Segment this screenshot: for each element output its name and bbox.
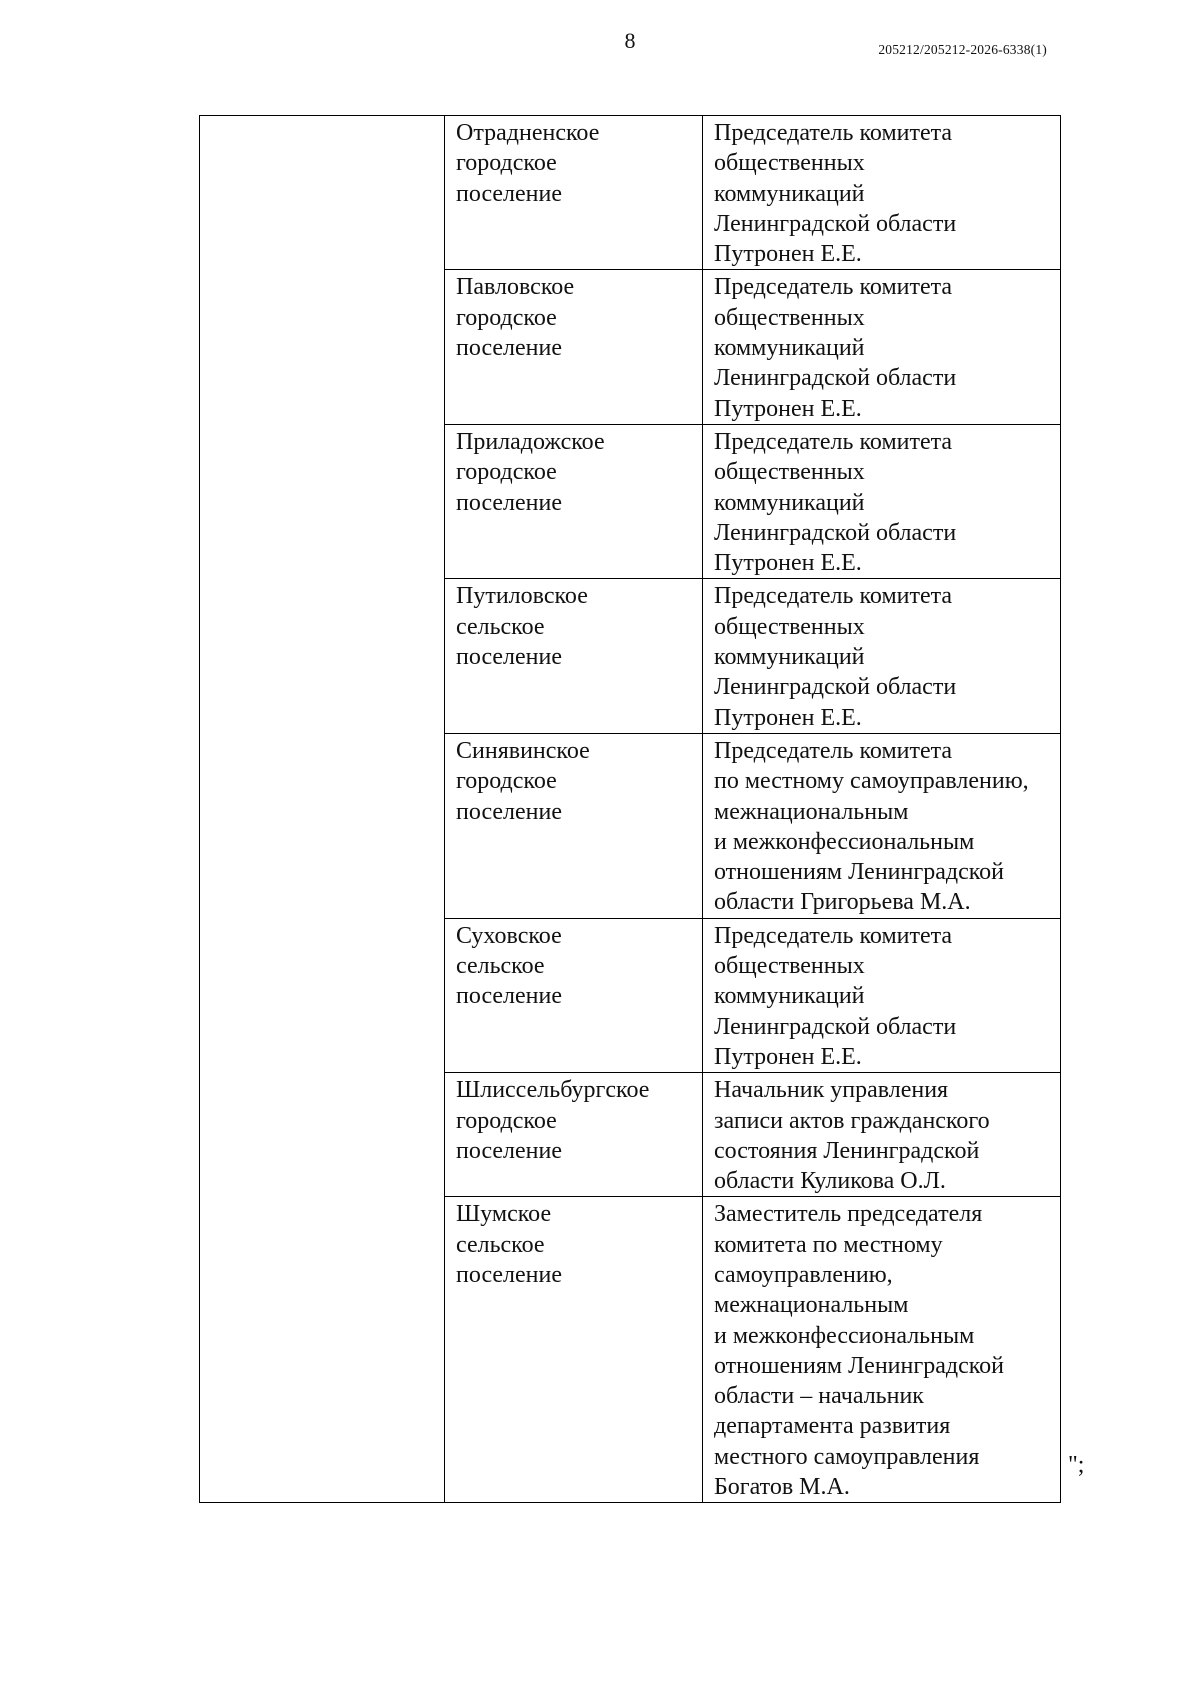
official-cell [703, 579, 1061, 733]
settlement-cell [445, 1197, 703, 1503]
settlement-cell [445, 270, 703, 424]
responsible-official: Начальник управления записи актов гражданского состояния Ленинградской области Куликова О.Л. [714, 1077, 990, 1195]
settlement-name: Отрадненское городское поселение [456, 120, 600, 207]
official-cell [703, 270, 1061, 424]
responsible-official: Заместитель председателя комитета по местному самоуправлению, межнациональным и межконфессиональным отношениям Ленинградской области – начальник департамента развития местного самоуправления Богатов М.А. [714, 1201, 1005, 1501]
settlement-name: Павловское городское поселение [456, 274, 575, 362]
page-number: 8 [624, 28, 636, 53]
settlement-name: Приладожское городское поселение [456, 428, 605, 516]
closing-quote-mark: "; [1068, 1452, 1085, 1478]
responsible-official: Председатель комитета общественных коммуникаций Ленинградской области Путронен Е.Е. [714, 428, 957, 577]
settlement-cell [445, 733, 703, 918]
settlement-name: Шумское сельское поселение [456, 1201, 563, 1288]
responsible-official: Председатель комитета общественных коммуникаций Ленинградской области Путронен Е.Е. [714, 922, 957, 1070]
settlement-name: Суховское сельское поселение [456, 922, 563, 1010]
table-row [200, 116, 1061, 270]
official-cell [703, 424, 1061, 578]
settlement-name: Путиловское сельское поселение [456, 583, 588, 671]
responsible-official: Председатель комитета общественных коммуникаций Ленинградской области Путронен Е.Е. [714, 274, 957, 422]
responsible-official: Председатель комитета общественных коммуникаций Ленинградской области Путронен Е.Е. [714, 583, 957, 731]
settlement-cell [445, 1073, 703, 1197]
official-cell [703, 1073, 1061, 1197]
settlements-table-body [200, 116, 1061, 1503]
settlement-name: Шлиссельбургское городское поселение [456, 1077, 650, 1164]
settlement-cell [445, 116, 703, 270]
responsible-official: Председатель комитета по местному самоуправлению, межнациональным и межконфессиональным отношениям Ленинградской области Григорьева М.А. [714, 737, 1029, 916]
official-cell [703, 918, 1061, 1072]
district-cell [200, 116, 445, 1503]
settlement-cell [445, 424, 703, 578]
settlement-cell [445, 579, 703, 733]
settlements-table [199, 115, 1061, 1503]
official-cell [703, 116, 1061, 270]
document-id: 205212/205212-2026-6338(1) [878, 42, 1047, 57]
official-cell [703, 1197, 1061, 1503]
official-cell [703, 733, 1061, 918]
responsible-official: Председатель комитета общественных коммуникаций Ленинградской области Путронен Е.Е. [714, 120, 957, 268]
settlement-cell [445, 918, 703, 1072]
settlement-name: Синявинское городское поселение [456, 737, 590, 825]
